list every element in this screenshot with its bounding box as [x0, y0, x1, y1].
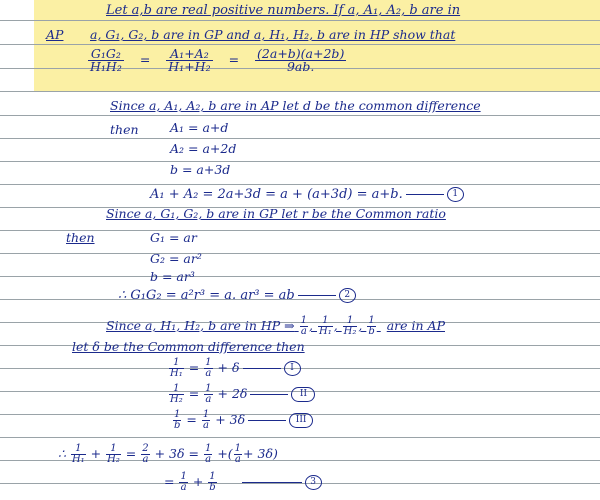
ap-sum: A₁ + A₂ = 2a+3d = a + (a+3d) = a+b. [150, 187, 403, 202]
gp-eq-3: b = ar³ [150, 269, 195, 284]
hp-sum-line: ∴ $\frac{1}{\text{H₁}}$ + $\frac{1}{\text{H₂}}$ = $\frac{2}{a}$ + 3δ = $\frac{1}{a}$ +( $\frac{1}{a}$ + 3δ) [58, 443, 278, 465]
ruled-line [0, 20, 600, 21]
ruled-line [0, 276, 600, 277]
ap-eq-1: A₁ = a+d [170, 120, 229, 135]
hp-intro-end: are in AP [386, 318, 445, 333]
lhs-numerator: G₁G₂ [88, 48, 124, 61]
hp-frac-2 [318, 316, 333, 337]
sum-h2-den: H₂ [107, 454, 120, 465]
gp-intro: Since a, G₁, G₂, b are in GP let r be the Common ratio [106, 206, 446, 221]
hp-frac-3 [343, 316, 358, 337]
problem-equation: $\frac{\text{G₁G₂}}{\text{H₁H₂}}$ = $\frac{\text{A₁+A₂}}{\text{H₁+H₂}}$ = $\frac{(2a+b)(a+2b)}{9ab.}$ [90, 46, 345, 74]
hp-frac-2-num: 1 [318, 316, 333, 327]
eqI-lhs-num: 1 [169, 358, 184, 369]
result-b-den: b [209, 482, 216, 493]
ref-marker-2: 2 [339, 288, 356, 303]
hp-frac-3-den: H₂ [343, 326, 357, 337]
rhs-denominator: 9ab. [286, 59, 315, 74]
ruled-line [0, 184, 600, 185]
dash-mark [248, 420, 286, 421]
eqII-rhs-num: 1 [205, 383, 212, 394]
dash-mark [243, 368, 281, 369]
ref-marker-I: I [284, 361, 301, 376]
lhs-fraction [88, 48, 124, 73]
ruled-line [0, 138, 600, 139]
eqII-rhs-den: a [205, 394, 212, 405]
dash-mark [242, 482, 302, 483]
hp-frac-1-den: a [300, 326, 307, 337]
gp-then: then [66, 230, 95, 245]
hp-eq-I: $\frac{1}{\text{H₁}}$ = $\frac{1}{a}$ + δ I [168, 358, 301, 379]
dash-mark [250, 394, 288, 395]
eqIII-lhs-num: 1 [174, 409, 181, 420]
ap-eq-2: A₂ = a+2d [170, 141, 237, 156]
hp-intro-line: Since a, H₁, H₂, b are in HP ⇒ $\frac{1}{a}$ , $\frac{1}{\text{H₁}}$ , $\frac{1}{\text{H₂}}$ , $\frac{1}{b}$ are in AP [106, 315, 445, 337]
mid-fraction [166, 48, 212, 73]
mid-denominator: H₁+H₂ [168, 59, 211, 74]
eqI-lhs-den: H₁ [170, 368, 183, 379]
ruled-line [0, 115, 600, 116]
eqII-tail: + 2δ [217, 386, 248, 401]
eqIII-tail: + 3δ [215, 412, 246, 427]
hp-eq-II: $\frac{1}{\text{H₂}}$ = $\frac{1}{a}$ + 2δ II [168, 384, 315, 405]
gp-eq-1: G₁ = ar [150, 230, 197, 245]
gp-eq-2: G₂ = ar² [150, 251, 202, 266]
problem-line-1: Let a,b are real positive numbers. If a, A₁, A₂, b are in [106, 3, 461, 18]
sum-h1-num: 1 [71, 444, 86, 455]
hp-let-line: let δ be the Common difference then [72, 339, 305, 354]
sum-h2-num: 1 [106, 444, 121, 455]
rhs-numerator: (2a+b)(a+2b) [257, 46, 345, 61]
gp-prod: ∴ G₁G₂ = a²r³ = a. ar³ = ab [118, 288, 295, 303]
sum-two-num: 2 [142, 443, 149, 454]
ap-then: then [110, 122, 139, 137]
eqIII-rhs-num: 1 [202, 409, 210, 420]
sum-a-num: 1 [204, 443, 212, 454]
hp-frac-1 [300, 316, 308, 337]
result-b-num: 1 [209, 471, 216, 482]
hp-frac-1-num: 1 [300, 315, 308, 326]
ap-sum-line [150, 187, 464, 202]
hp-sum-result: = $\frac{1}{a}$ + $\frac{1}{b}$ 3 [164, 472, 322, 493]
sum-h1-den: H₁ [71, 454, 85, 465]
ruled-line [0, 253, 600, 254]
ruled-line [0, 437, 600, 438]
result-a-num: 1 [180, 471, 187, 482]
hp-frac-4-num: 1 [368, 315, 375, 326]
ap-eq-3: b = a+3d [170, 162, 231, 177]
eqI-rhs-num: 1 [205, 357, 212, 368]
lhs-denominator: H₁H₂ [90, 59, 122, 74]
hp-frac-3-num: 1 [343, 316, 358, 327]
sum-tail: + 3δ) [243, 446, 278, 461]
ruled-line [0, 161, 600, 162]
dash-mark [298, 295, 336, 296]
hp-frac-2-den: H₁ [318, 326, 332, 337]
eqII-lhs-den: H₂ [170, 394, 183, 405]
problem-line-2: a, G₁, G₂, b are in GP and a, H₁, H₂, b are in HP show that [90, 27, 456, 42]
eqI-tail: + δ [217, 360, 240, 375]
ap-label: AP [46, 27, 64, 42]
dash-mark [406, 194, 444, 195]
rhs-fraction [255, 48, 346, 73]
ref-marker-II: II [291, 387, 315, 402]
sum-a2-num: 1 [234, 443, 242, 454]
eqII-lhs-num: 1 [169, 384, 184, 395]
sum-a2-den: a [234, 454, 241, 465]
eqIII-lhs-den: b [174, 420, 181, 431]
ref-marker-3: 3 [305, 475, 322, 490]
sum-a-den: a [205, 454, 212, 465]
eqI-rhs-den: a [205, 368, 212, 379]
hp-eq-III: $\frac{1}{b}$ = $\frac{1}{a}$ + 3δ III [172, 410, 313, 431]
sum-two-den: a [142, 454, 149, 465]
mid-numerator: A₁+A₂ [166, 48, 212, 61]
hp-frac-4-den: b [368, 326, 375, 337]
ruled-line [0, 44, 600, 45]
sum-mid: + 3δ = [154, 446, 199, 461]
result-a-den: a [180, 482, 187, 493]
result-plus: + [192, 474, 204, 489]
ruled-line [0, 91, 600, 92]
ref-marker-III: III [289, 413, 313, 428]
ap-intro: Since a, A₁, A₂, b are in AP let d be the common difference [110, 98, 481, 113]
hp-intro-start: Since a, H₁, H₂, b are in HP ⇒ [106, 318, 295, 333]
gp-prod-line [118, 288, 356, 303]
eqIII-rhs-den: a [203, 420, 209, 431]
hp-frac-4 [367, 316, 375, 337]
ref-marker-1: 1 [447, 187, 464, 202]
